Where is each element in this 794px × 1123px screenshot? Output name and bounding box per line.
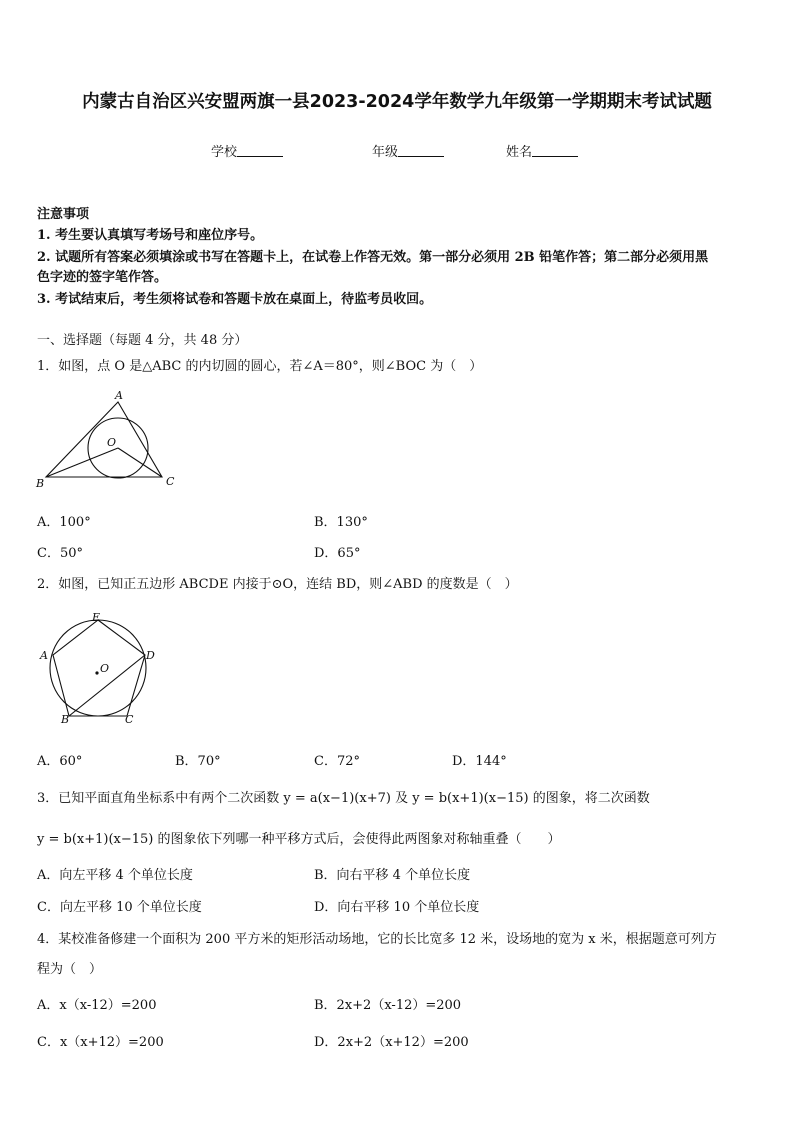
label-C: C <box>166 475 175 488</box>
grade-field[interactable] <box>372 141 444 160</box>
section-heading: 一、选择题（每题 4 分，共 48 分） <box>37 333 248 348</box>
label-D: D <box>146 649 155 662</box>
q2-option-a[interactable]: A．60° <box>37 754 83 769</box>
q3-option-c[interactable]: C．向左平移 10 个单位长度 <box>37 900 202 915</box>
q3-option-a[interactable]: A．向左平移 4 个单位长度 <box>37 868 193 883</box>
label-B: B <box>36 477 45 490</box>
q2-option-b[interactable]: B．70° <box>175 754 221 769</box>
q4-option-a[interactable]: A．x（x-12）=200 <box>37 998 157 1013</box>
question-4-stem: 4．某校准备修建一个面积为 200 平方米的矩形活动场地，它的长比宽多 12 米，设场地的宽为 x 米，根据题意可列方 <box>37 932 717 947</box>
q1-option-d[interactable]: D．65° <box>314 546 361 561</box>
q1-option-c[interactable]: C．50° <box>37 546 83 561</box>
question-2-stem: 2．如图，已知正五边形 ABCDE 内接于⊙O，连结 BD，则∠ABD 的度数是（ ） <box>37 577 518 592</box>
q2-option-d[interactable]: D．144° <box>452 754 507 769</box>
q4-option-b[interactable]: B．2x+2（x-12）=200 <box>314 998 462 1013</box>
grade-blank[interactable] <box>398 144 444 157</box>
note-1: 1. 考生要认真填写考场号和座位序号。 <box>37 228 264 243</box>
note-2-cont: 色字迹的签字笔作答。 <box>37 270 168 285</box>
q4-option-c[interactable]: C．x（x+12）=200 <box>37 1035 164 1050</box>
school-field[interactable] <box>211 141 283 160</box>
label-A: A <box>115 389 123 402</box>
note-2: 2. 试题所有答案必须填涂或书写在答题卡上，在试卷上作答无效。第一部分必须用 2B 铅笔作答；第二部分必须用黑 <box>37 250 709 265</box>
label-A: A <box>40 649 48 662</box>
name-label: 姓名 <box>506 145 533 160</box>
label-B: B <box>61 713 70 726</box>
grade-label: 年级 <box>372 145 399 160</box>
q3-option-d[interactable]: D．向右平移 10 个单位长度 <box>314 900 480 915</box>
label-E: E <box>92 611 101 624</box>
name-blank[interactable] <box>532 144 578 157</box>
school-blank[interactable] <box>237 144 283 157</box>
q4-option-d[interactable]: D．2x+2（x+12）=200 <box>314 1035 469 1050</box>
q1-option-b[interactable]: B．130° <box>314 515 368 530</box>
question-2-figure <box>36 610 166 728</box>
label-C: C <box>125 713 134 726</box>
q2-option-c[interactable]: C．72° <box>314 754 360 769</box>
question-3-stem: 3．已知平面直角坐标系中有两个二次函数 y = a(x−1)(x+7) 及 y = b(x+1)(x−15) 的图象，将二次函数 <box>37 791 650 806</box>
q3-option-b[interactable]: B．向右平移 4 个单位长度 <box>314 868 471 883</box>
label-O: O <box>100 662 110 675</box>
school-label: 学校 <box>211 145 238 160</box>
question-3-stem-cont: y = b(x+1)(x−15) 的图象依下列哪一种平移方式后，会使得此两图象对称轴重叠（ ） <box>37 832 561 847</box>
page-title: 内蒙古自治区兴安盟两旗一县2023-2024学年数学九年级第一学期期末考试试题 <box>82 92 712 112</box>
q1-option-a[interactable]: A．100° <box>37 515 91 530</box>
name-field[interactable] <box>506 141 578 160</box>
question-1-stem: 1．如图，点 O 是△ABC 的内切圆的圆心，若∠A＝80°，则∠BOC 为（ ） <box>37 359 483 374</box>
note-3: 3. 考试结束后，考生须将试卷和答题卡放在桌面上，待监考员收回。 <box>37 292 433 307</box>
notes-heading: 注意事项 <box>37 207 90 222</box>
question-1-figure <box>34 386 179 490</box>
question-4-stem-cont: 程为（ ） <box>37 962 103 977</box>
label-O: O <box>107 436 117 449</box>
